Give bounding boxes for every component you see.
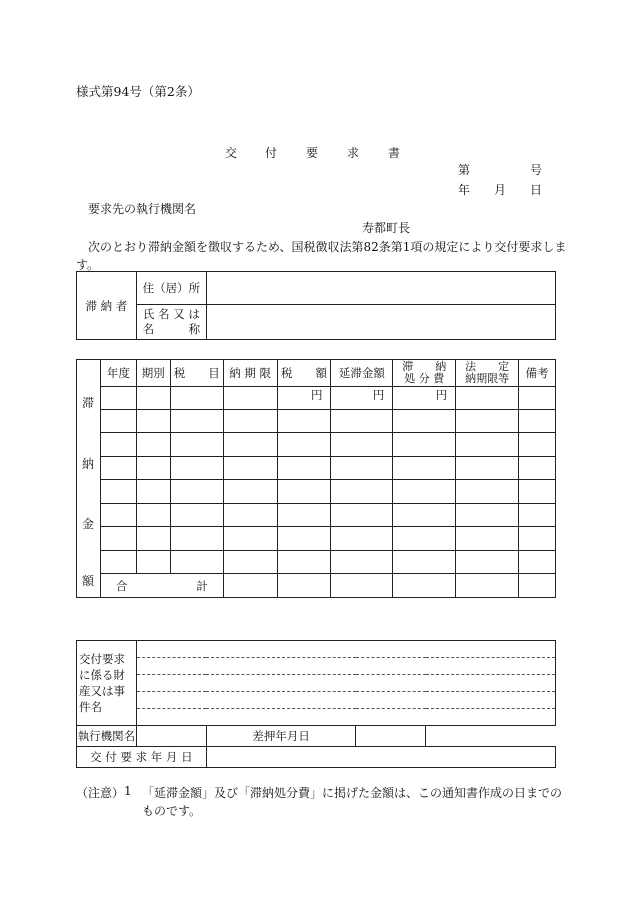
cell[interactable] bbox=[100, 387, 136, 410]
note-number: 1 bbox=[124, 784, 132, 798]
table-row bbox=[77, 504, 556, 527]
seizure-date-field[interactable] bbox=[356, 726, 426, 747]
issuer: 寿都町長 bbox=[362, 221, 411, 235]
property-line[interactable] bbox=[136, 658, 555, 675]
cell[interactable] bbox=[456, 387, 519, 410]
name-field[interactable] bbox=[206, 305, 555, 340]
agency-field[interactable] bbox=[136, 726, 206, 747]
cell[interactable] bbox=[456, 574, 519, 598]
total-label: 合 計 bbox=[100, 574, 223, 598]
side-char: 納 bbox=[82, 457, 95, 471]
table-row bbox=[77, 410, 556, 433]
table-row bbox=[77, 433, 556, 457]
header-legal-due bbox=[456, 360, 519, 387]
cell[interactable] bbox=[223, 387, 277, 410]
address-field[interactable] bbox=[206, 272, 555, 305]
property-line[interactable] bbox=[136, 709, 555, 726]
header-legal-due-line-2: 納期限等 bbox=[465, 372, 510, 385]
cell[interactable] bbox=[277, 574, 331, 598]
document-title bbox=[0, 144, 630, 160]
side-char: 滞 bbox=[82, 396, 95, 410]
request-date-label: 交 付 要 求 年 月 日 bbox=[77, 747, 207, 768]
header-period: 期別 bbox=[136, 360, 170, 387]
body-line-1: 次のとおり滞納金額を徴収するため、国税徴収法第82条第1項の規定により交付要求しま bbox=[88, 240, 567, 254]
header-tax-item: 税 目 bbox=[170, 360, 223, 387]
property-label-line: 産又は事 bbox=[79, 684, 125, 698]
property-line[interactable] bbox=[136, 641, 555, 658]
body-line-2: す。 bbox=[76, 258, 100, 272]
agency-label: 執行機関名 bbox=[77, 726, 137, 747]
seizure-date-label: 差押年月日 bbox=[206, 726, 356, 747]
cell[interactable] bbox=[170, 387, 223, 410]
header-tax-amount: 税 額 bbox=[277, 360, 331, 387]
note-line-1: 「延滞金額」及び「滞納処分費」に掲げた金額は、この通知書作成の日までの bbox=[142, 786, 563, 800]
date-day: 日 bbox=[530, 183, 543, 197]
property-label-line: に係る財 bbox=[79, 668, 125, 682]
property-line[interactable] bbox=[136, 675, 555, 692]
property-line[interactable] bbox=[136, 692, 555, 709]
header-delinquency-fee: 延滞金額 bbox=[331, 360, 393, 387]
note-prefix: （注意） bbox=[76, 786, 125, 800]
property-table bbox=[76, 640, 556, 768]
cell[interactable] bbox=[519, 387, 556, 410]
property-label-line: 交付要求 bbox=[79, 652, 125, 666]
date-month: 月 bbox=[494, 183, 507, 197]
cell[interactable] bbox=[393, 574, 456, 598]
header-year: 年度 bbox=[100, 360, 136, 387]
table-row bbox=[77, 457, 556, 480]
yen-unit: 円 bbox=[331, 387, 393, 410]
table-row bbox=[77, 551, 556, 574]
header-disposition-fee bbox=[393, 360, 456, 387]
header-remarks: 備考 bbox=[519, 360, 556, 387]
number-prefix: 第 bbox=[458, 163, 471, 177]
total-row bbox=[77, 574, 556, 598]
cell[interactable] bbox=[223, 574, 277, 598]
header-legal-due-line-1: 法 定 bbox=[465, 360, 510, 373]
name-label-line-1: 氏 名 又 は bbox=[142, 307, 200, 321]
cell[interactable] bbox=[136, 387, 170, 410]
number-suffix: 号 bbox=[530, 163, 543, 177]
name-label-line-2: 名 称 bbox=[142, 322, 201, 336]
header-disposition-fee-line-2: 処 分 費 bbox=[404, 372, 445, 385]
taxpayer-label: 滞 納 者 bbox=[77, 272, 137, 340]
form-number: 様式第94号（第2条） bbox=[76, 84, 200, 99]
cell[interactable] bbox=[331, 574, 393, 598]
address-label: 住（居）所 bbox=[136, 272, 206, 305]
addressee: 要求先の執行機関名 bbox=[88, 202, 197, 216]
title-char: 付 bbox=[265, 146, 278, 160]
arrears-side-label bbox=[77, 360, 101, 598]
header-disposition-fee-line-1: 滞 納 bbox=[402, 360, 447, 373]
title-char: 書 bbox=[388, 146, 401, 160]
name-label bbox=[136, 305, 206, 340]
property-label-line: 件名 bbox=[79, 700, 102, 714]
yen-unit: 円 bbox=[393, 387, 456, 410]
header-due-date: 納 期 限 bbox=[223, 360, 277, 387]
title-char: 求 bbox=[347, 146, 360, 160]
title-char: 交 bbox=[225, 146, 238, 160]
taxpayer-table bbox=[76, 271, 556, 340]
cell[interactable] bbox=[519, 574, 556, 598]
table-row bbox=[77, 387, 556, 410]
request-date-field[interactable] bbox=[206, 747, 555, 768]
side-char: 額 bbox=[82, 574, 95, 588]
yen-unit: 円 bbox=[277, 387, 331, 410]
note-line-2: ものです。 bbox=[142, 804, 202, 818]
arrears-table bbox=[76, 359, 556, 598]
title-char: 要 bbox=[306, 146, 319, 160]
side-char: 金 bbox=[82, 517, 95, 531]
table-row bbox=[77, 527, 556, 551]
date-year: 年 bbox=[458, 183, 471, 197]
table-row bbox=[77, 480, 556, 504]
property-label bbox=[77, 641, 137, 726]
